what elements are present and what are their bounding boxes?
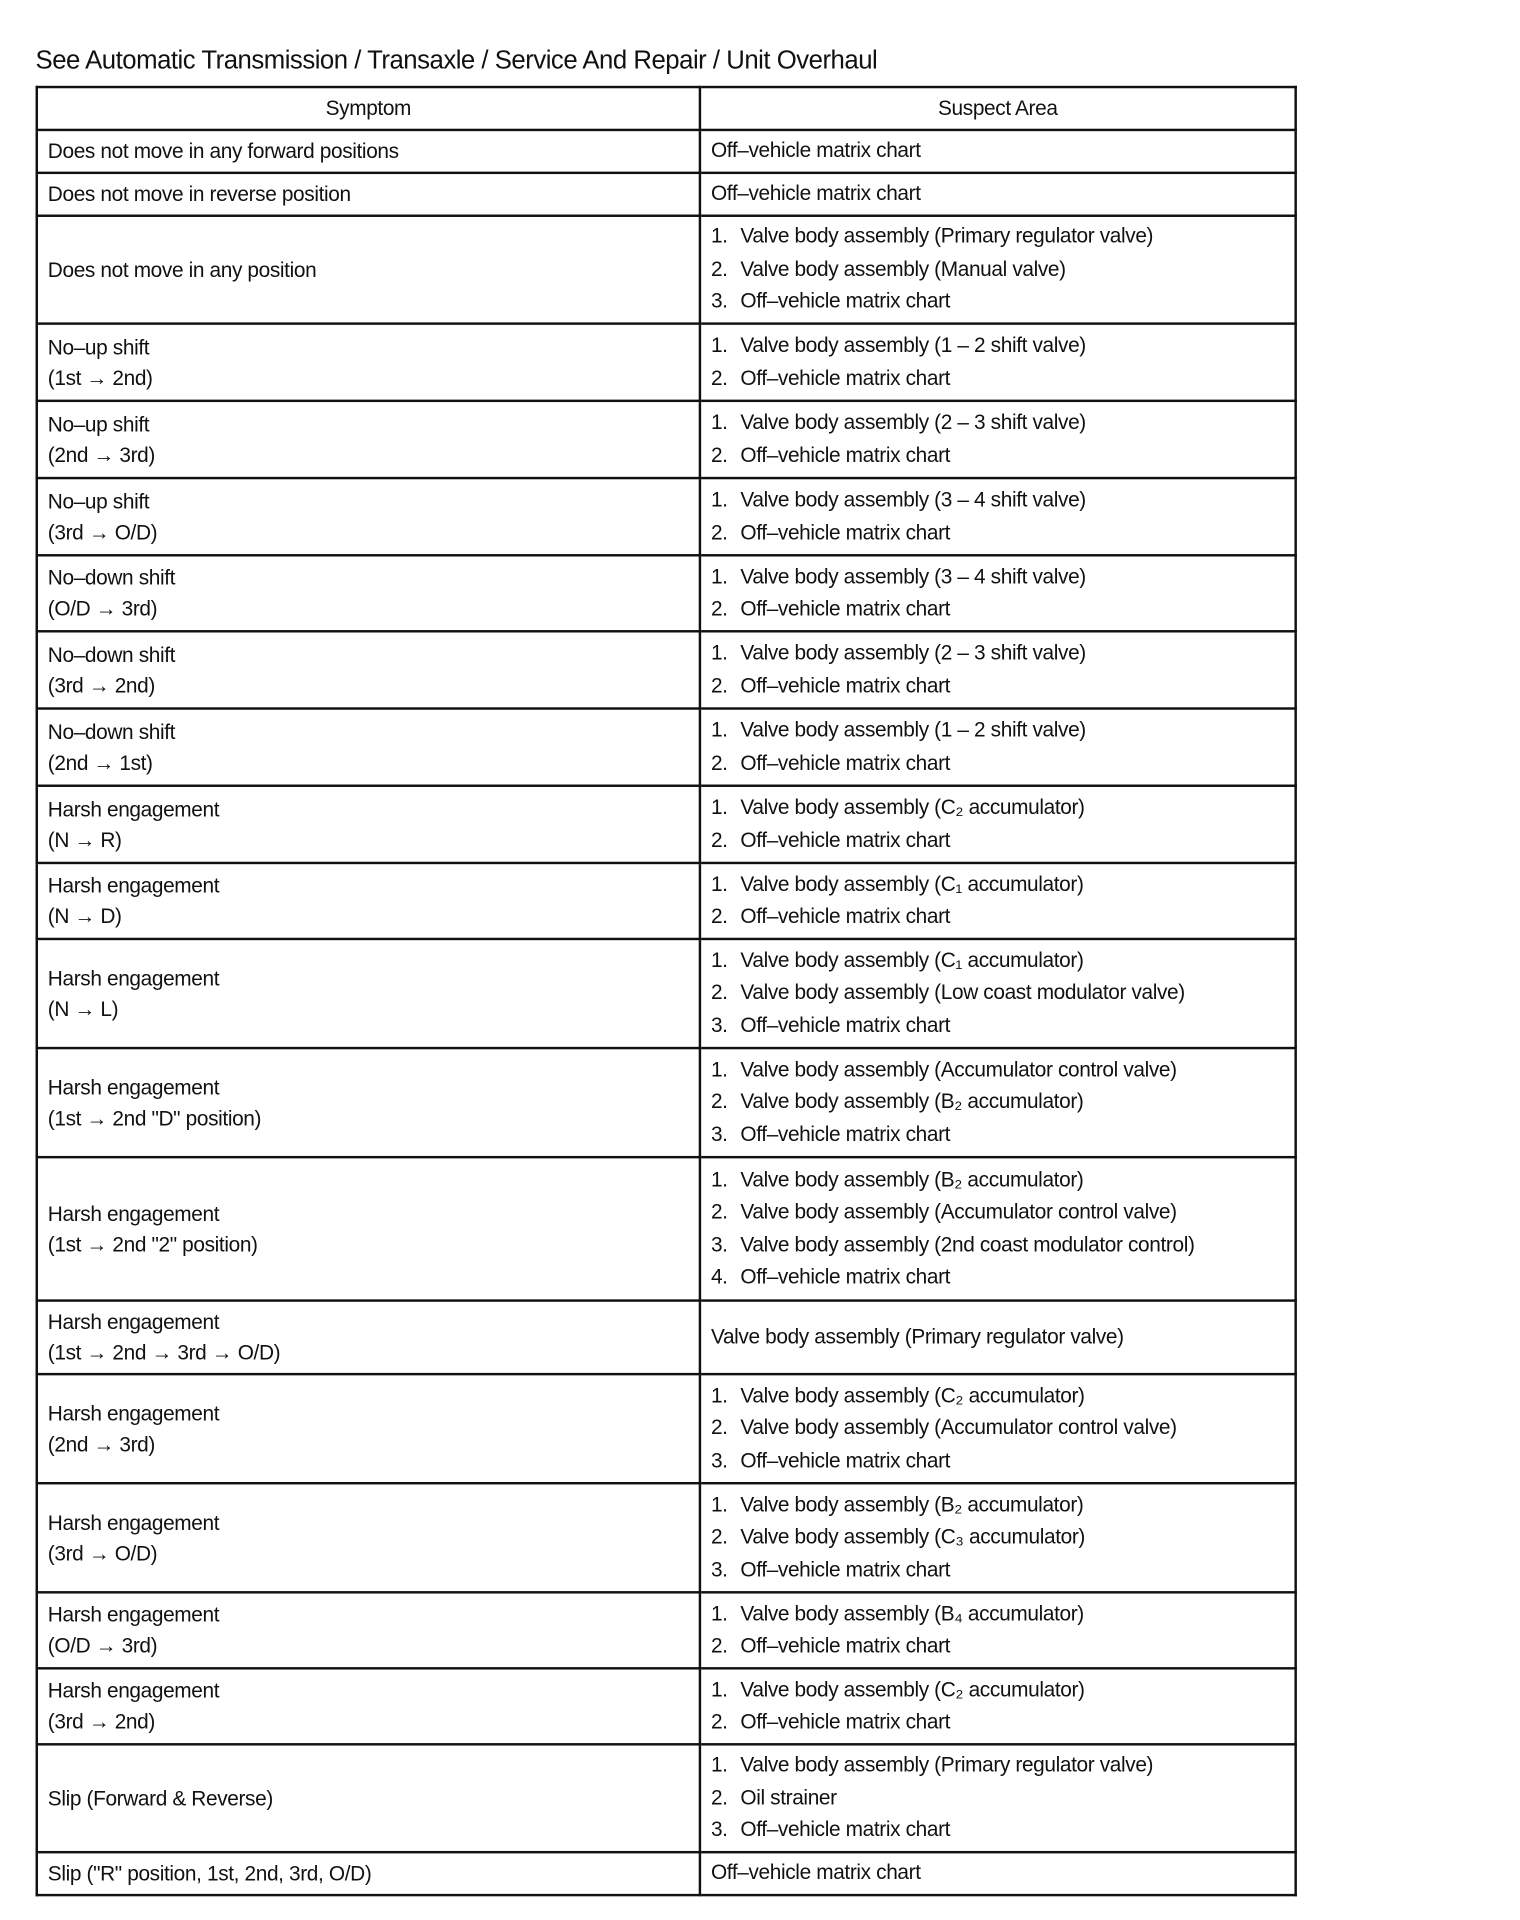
item-number: 2. (710, 1709, 728, 1734)
table-row (37, 130, 1296, 173)
suspect-item-text: Valve body assembly (C₁ accumulator) (740, 948, 1084, 972)
table-row (37, 216, 1296, 324)
symptom-text: Harsh engagement (47, 873, 220, 898)
table-row (37, 401, 1296, 478)
suspect-item (711, 561, 1285, 593)
suspect-item-text: Valve body assembly (B₄ accumulator) (740, 1601, 1084, 1625)
suspect-area-cell (700, 478, 1296, 555)
symptom-cell (37, 786, 700, 863)
suspect-area-cell (700, 863, 1296, 939)
suspect-item-text: Valve body assembly (1 – 2 shift valve) (740, 333, 1086, 357)
symptom-text: (O/D → 3rd) (47, 1633, 158, 1658)
symptom-text: Harsh engagement (47, 1510, 220, 1535)
symptom-text: Slip ("R" position, 1st, 2nd, 3rd, O/D) (47, 1861, 372, 1886)
suspect-area-cell (700, 1668, 1296, 1744)
suspect-item (711, 637, 1285, 669)
table-row (37, 555, 1296, 631)
suspect-item (711, 407, 1285, 439)
item-number: 2. (710, 365, 728, 390)
symptom-cell (37, 709, 700, 786)
suspect-item (711, 439, 1285, 471)
symptom-cell (37, 863, 700, 939)
symptom-text: Harsh engagement (47, 1310, 220, 1334)
suspect-item (711, 901, 1285, 933)
suspect-area-cell (700, 401, 1296, 478)
symptom-cell (37, 173, 700, 216)
item-number: 3. (710, 1013, 728, 1037)
item-number: 2. (710, 1416, 728, 1440)
table-row (37, 1374, 1296, 1483)
suspect-item-text: Oil strainer (740, 1785, 837, 1809)
table-row (37, 1668, 1296, 1744)
suspect-item (711, 593, 1285, 625)
suspect-item (711, 1229, 1285, 1261)
suspect-item-text: Off–vehicle matrix chart (740, 365, 951, 390)
suspect-item-text: Off–vehicle matrix chart (740, 1013, 951, 1037)
item-number: 2. (710, 1090, 728, 1114)
item-number: 2. (710, 1785, 728, 1809)
suspect-item (711, 1782, 1285, 1814)
item-number: 1. (710, 641, 728, 665)
symptom-cell (37, 939, 700, 1048)
suspect-item (711, 1489, 1285, 1521)
suspect-item-text: Valve body assembly (Low coast modulator valve) (740, 980, 1185, 1005)
symptom-text: Slip (Forward & Reverse) (47, 1786, 273, 1810)
suspect-item-text: Valve body assembly (C₂ accumulator) (740, 1383, 1085, 1407)
table-row (37, 1744, 1296, 1852)
suspect-item-text: Valve body assembly (Primary regulator valve) (710, 1324, 1124, 1349)
suspect-item-text: Off–vehicle matrix chart (740, 1557, 951, 1581)
symptom-text: (2nd → 1st) (47, 750, 153, 775)
table-row (37, 631, 1296, 708)
suspect-item (711, 1445, 1285, 1477)
suspect-item (711, 135, 1285, 167)
symptom-text: (3rd → 2nd) (47, 1709, 155, 1734)
suspect-item-text: Valve body assembly (C₃ accumulator) (740, 1525, 1086, 1549)
table-row (37, 1301, 1296, 1375)
suspect-item (711, 792, 1285, 824)
item-number: 1. (710, 1601, 728, 1625)
suspect-area-cell (700, 324, 1296, 401)
suspect-item-text: Valve body assembly (2 – 3 shift valve) (740, 410, 1086, 434)
table-header-row (37, 87, 1296, 130)
suspect-item (711, 1750, 1285, 1782)
item-number: 1. (710, 1492, 728, 1517)
item-number: 2. (710, 596, 728, 621)
item-number: 1. (710, 718, 728, 742)
symptom-cell (37, 1592, 700, 1668)
table-row (37, 173, 1296, 216)
suspect-item (711, 286, 1285, 318)
item-number: 3. (710, 289, 728, 313)
item-number: 1. (710, 1167, 728, 1191)
suspect-item-text: Valve body assembly (Manual valve) (740, 257, 1066, 281)
item-number: 2. (710, 904, 728, 928)
symptom-cell (37, 216, 700, 324)
suspect-item-text: Off–vehicle matrix chart (740, 520, 951, 544)
symptom-cell (37, 478, 700, 555)
symptom-text: Harsh engagement (47, 1075, 220, 1099)
symptom-text: No–up shift (47, 335, 150, 359)
suspect-item (711, 1814, 1285, 1846)
suspect-area-cell (700, 631, 1296, 708)
item-number: 1. (710, 333, 728, 357)
suspect-item-text: Off–vehicle matrix chart (740, 596, 951, 621)
suspect-area-cell (700, 1374, 1296, 1483)
item-number: 1. (710, 487, 728, 512)
suspect-item (711, 1054, 1285, 1086)
item-number: 3. (710, 1818, 728, 1842)
symptom-text: Harsh engagement (47, 966, 220, 990)
suspect-item-text: Valve body assembly (3 – 4 shift valve) (740, 564, 1086, 588)
suspect-item-text: Off–vehicle matrix chart (740, 1448, 951, 1472)
symptom-text: (1st → 2nd → 3rd → O/D) (47, 1341, 281, 1365)
symptom-text: Harsh engagement (47, 1679, 220, 1703)
item-number: 3. (710, 1232, 728, 1256)
item-number: 1. (710, 410, 728, 434)
item-number: 2. (710, 257, 728, 281)
header-symptom: Symptom (37, 87, 700, 130)
suspect-area-cell (700, 939, 1296, 1048)
suspect-item-text: Valve body assembly (3 – 4 shift valve) (740, 487, 1086, 512)
symptom-cell (37, 1301, 700, 1375)
item-number: 2. (710, 520, 728, 544)
item-number: 2. (710, 1200, 728, 1224)
suspect-item-text: Valve body assembly (C₁ accumulator) (740, 872, 1084, 896)
item-number: 2. (710, 1525, 728, 1549)
suspect-item (711, 253, 1285, 285)
suspect-item (711, 1196, 1285, 1228)
item-number: 1. (710, 948, 728, 972)
suspect-item-text: Valve body assembly (Accumulator control valve) (740, 1200, 1177, 1224)
symptom-text: No–down shift (47, 720, 176, 744)
suspect-item (711, 1119, 1285, 1151)
table-row (37, 1048, 1296, 1157)
suspect-item (711, 1321, 1285, 1353)
symptom-cell (37, 1668, 700, 1744)
symptom-text: Harsh engagement (47, 1603, 220, 1627)
table-row (37, 1483, 1296, 1592)
symptom-text: (1st → 2nd "2" position) (47, 1232, 258, 1256)
symptom-text: Does not move in any position (47, 258, 317, 282)
table-row (37, 1157, 1296, 1300)
table-row (37, 863, 1296, 939)
suspect-item-text: Valve body assembly (2nd coast modulator control) (740, 1232, 1195, 1256)
suspect-item-text: Valve body assembly (B₂ accumulator) (740, 1492, 1084, 1517)
suspect-item (711, 1674, 1285, 1706)
symptom-text: (N → D) (47, 904, 122, 928)
suspect-item-text: Off–vehicle matrix chart (740, 673, 951, 697)
item-number: 1. (710, 1383, 728, 1407)
symptom-text: No–up shift (47, 489, 150, 513)
suspect-area-cell (700, 1301, 1296, 1375)
item-number: 4. (710, 1265, 728, 1289)
suspect-area-cell (700, 1852, 1296, 1895)
symptom-text: (2nd → 3rd) (47, 443, 155, 467)
suspect-item-text: Off–vehicle matrix chart (740, 289, 951, 313)
suspect-item-text: Valve body assembly (B₂ accumulator) (740, 1090, 1084, 1114)
symptom-text: (O/D → 3rd) (47, 596, 158, 621)
item-number: 3. (710, 1557, 728, 1581)
suspect-item (711, 484, 1285, 516)
symptom-text: (N → L) (47, 997, 119, 1021)
symptom-text: (N → R) (47, 828, 122, 852)
suspect-item-text: Off–vehicle matrix chart (740, 828, 951, 852)
item-number: 1. (710, 795, 728, 819)
symptom-text: (2nd → 3rd) (47, 1432, 155, 1456)
suspect-item (711, 178, 1285, 210)
suspect-item (711, 715, 1285, 747)
suspect-area-cell (700, 1744, 1296, 1852)
item-number: 3. (710, 1122, 728, 1146)
suspect-item (711, 517, 1285, 549)
symptom-text: Harsh engagement (47, 1201, 220, 1226)
item-number: 1. (710, 1057, 728, 1081)
item-number: 2. (710, 1633, 728, 1658)
symptom-text: No–up shift (47, 412, 150, 436)
suspect-area-cell (700, 1483, 1296, 1592)
suspect-item-text: Valve body assembly (B₂ accumulator) (740, 1167, 1084, 1191)
table-row (37, 786, 1296, 863)
item-number: 1. (710, 1677, 728, 1701)
item-number: 2. (710, 750, 728, 775)
symptom-text: Does not move in reverse position (47, 182, 351, 206)
suspect-item-text: Off–vehicle matrix chart (740, 1122, 951, 1146)
suspect-item (711, 824, 1285, 856)
suspect-area-cell (700, 130, 1296, 173)
suspect-item-text: Off–vehicle matrix chart (740, 1818, 951, 1842)
item-number: 1. (710, 224, 728, 248)
suspect-area-cell (700, 1157, 1296, 1300)
symptom-cell (37, 324, 700, 401)
suspect-item-text: Off–vehicle matrix chart (740, 750, 951, 775)
suspect-item (711, 1522, 1285, 1554)
symptom-cell (37, 1744, 700, 1852)
suspect-area-cell (700, 173, 1296, 216)
suspect-area-cell (700, 1592, 1296, 1668)
symptom-text: No–down shift (47, 642, 176, 667)
suspect-item (711, 670, 1285, 702)
header-suspect-area: Suspect Area (700, 87, 1296, 130)
suspect-item-text: Off–vehicle matrix chart (710, 1861, 921, 1885)
suspect-area-cell (700, 709, 1296, 786)
item-number: 1. (710, 564, 728, 588)
suspect-item (711, 1706, 1285, 1738)
item-number: 1. (710, 872, 728, 896)
symptom-cell (37, 631, 700, 708)
item-number: 2. (710, 673, 728, 697)
suspect-item-text: Off–vehicle matrix chart (740, 1709, 951, 1734)
table-row (37, 324, 1296, 401)
suspect-item-text: Off–vehicle matrix chart (740, 443, 951, 467)
table-row (37, 1592, 1296, 1668)
suspect-item (711, 362, 1285, 394)
suspect-item (711, 1630, 1285, 1662)
symptom-text: (3rd → O/D) (47, 520, 158, 544)
symptom-text: Harsh engagement (47, 797, 220, 821)
suspect-area-cell (700, 1048, 1296, 1157)
suspect-item-text: Valve body assembly (Primary regulator valve) (740, 1753, 1154, 1777)
table-row (37, 709, 1296, 786)
table-row (37, 1852, 1296, 1895)
suspect-item (711, 945, 1285, 977)
suspect-item-text: Off–vehicle matrix chart (740, 1633, 951, 1658)
page-title: See Automatic Transmission / Transaxle / Service And Repair / Unit Overhaul (35, 46, 878, 75)
symptom-cell (37, 130, 700, 173)
suspect-item-text: Valve body assembly (Accumulator control valve) (740, 1057, 1177, 1081)
suspect-item (711, 221, 1285, 253)
symptom-table (36, 86, 1297, 1897)
suspect-item (711, 1554, 1285, 1586)
suspect-item-text: Valve body assembly (1 – 2 shift valve) (740, 718, 1086, 742)
symptom-text: No–down shift (47, 566, 176, 590)
suspect-item-text: Off–vehicle matrix chart (710, 181, 921, 206)
symptom-text: (3rd → O/D) (47, 1541, 158, 1565)
suspect-item-text: Valve body assembly (2 – 3 shift valve) (740, 641, 1086, 665)
symptom-text: Does not move in any forward positions (47, 139, 399, 164)
suspect-item (711, 1412, 1285, 1444)
symptom-cell (37, 1374, 700, 1483)
symptom-cell (37, 1157, 700, 1300)
suspect-item (711, 330, 1285, 362)
suspect-item-text: Valve body assembly (C₂ accumulator) (740, 795, 1085, 819)
suspect-area-cell (700, 216, 1296, 324)
suspect-item (711, 1380, 1285, 1412)
symptom-cell (37, 401, 700, 478)
symptom-text: (1st → 2nd "D" position) (47, 1106, 262, 1130)
symptom-text: (1st → 2nd) (47, 365, 153, 390)
suspect-item-text: Valve body assembly (Accumulator control valve) (740, 1416, 1177, 1440)
item-number: 2. (710, 980, 728, 1005)
suspect-item-text: Valve body assembly (C₂ accumulator) (740, 1677, 1085, 1701)
table-row (37, 939, 1296, 1048)
symptom-text: (3rd → 2nd) (47, 673, 155, 697)
item-number: 3. (710, 1448, 728, 1472)
suspect-item (711, 747, 1285, 779)
item-number: 2. (710, 828, 728, 852)
symptom-text: Harsh engagement (47, 1401, 220, 1425)
table-row (37, 478, 1296, 555)
suspect-item-text: Off–vehicle matrix chart (710, 138, 921, 163)
suspect-item-text: Off–vehicle matrix chart (740, 1265, 951, 1289)
suspect-area-cell (700, 555, 1296, 631)
symptom-cell (37, 1483, 700, 1592)
suspect-item (711, 1086, 1285, 1118)
suspect-item (711, 868, 1285, 900)
suspect-item (711, 1261, 1285, 1293)
symptom-cell (37, 1048, 700, 1157)
suspect-item-text: Off–vehicle matrix chart (740, 904, 951, 928)
suspect-item-text: Valve body assembly (Primary regulator valve) (740, 224, 1154, 248)
suspect-item (711, 1164, 1285, 1196)
suspect-item (711, 1010, 1285, 1042)
suspect-area-cell (700, 786, 1296, 863)
suspect-item (711, 1857, 1285, 1889)
symptom-cell (37, 1852, 700, 1895)
suspect-item (711, 1598, 1285, 1630)
suspect-item (711, 977, 1285, 1009)
symptom-cell (37, 555, 700, 631)
item-number: 1. (710, 1753, 728, 1777)
item-number: 2. (710, 443, 728, 467)
